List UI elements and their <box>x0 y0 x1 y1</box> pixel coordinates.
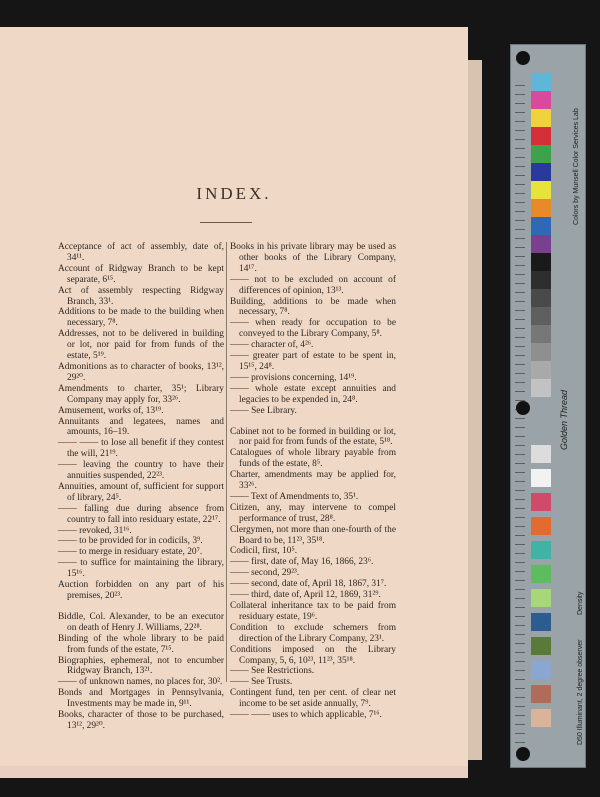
index-entry: Amendments to charter, 35¹; Library Company may apply for, 33²⁶. <box>58 383 224 405</box>
index-entry: —— —— uses to which applicable, 7¹⁶. <box>230 710 382 721</box>
color-swatch <box>531 73 551 91</box>
index-entry: —— greater part of estate to be spent in, 15¹⁵, 24⁸. <box>230 351 396 372</box>
index-entry: —— third, date of, April 12, 1869, 31²⁹. <box>230 590 381 601</box>
index-entry: Contingent fund, ten per cent. of clear net income to be set aside annually, 7⁹. <box>230 688 396 710</box>
index-entry: Charter, amendments may be applied for, 33²⁶. <box>230 470 396 492</box>
index-entry: —— to suffice for maintaining the library, 15¹⁶. <box>58 558 224 580</box>
index-entry: Clergymen, not more than one-fourth of the Board to be, 11²³, 35¹⁸. <box>230 524 396 546</box>
color-swatch <box>531 517 551 535</box>
index-entry: Books in his private library may be used as other books of the Library Company, 14¹⁷. <box>230 242 396 274</box>
index-entry: Account of Ridgway Branch to be kept separate, 6¹⁵. <box>58 263 224 285</box>
page-bottom-strip <box>0 766 468 778</box>
color-swatch <box>531 307 551 325</box>
color-swatch <box>531 589 551 607</box>
color-swatch <box>531 181 551 199</box>
index-entry: Biographies, ephemeral, not to encumber Ridgway Branch, 13²¹. <box>58 655 224 677</box>
punch-hole <box>516 51 530 65</box>
index-entry: —— to merge in residuary estate, 20⁷. <box>58 547 203 558</box>
punch-hole <box>516 747 530 761</box>
index-entry: Cabinet not to be formed in building or lot, nor paid for from funds of the estate, 5¹⁸. <box>230 426 396 448</box>
index-entry: —— to be provided for in codicils, 3⁹. <box>58 536 203 547</box>
color-swatch <box>531 145 551 163</box>
color-swatch <box>531 127 551 145</box>
color-swatch <box>531 565 551 583</box>
index-entry: Acceptance of act of assembly, date of, 34¹¹. <box>58 242 224 263</box>
index-entry: —— when ready for occupation to be conveyed to the Library Company, 5⁸. <box>230 318 396 340</box>
color-swatch <box>531 91 551 109</box>
checker-label-density: Density <box>577 591 584 615</box>
index-entry: Books, character of those to be purchased, 13¹², 29²⁰. <box>58 710 224 731</box>
index-entry: Building, additions to be made when necessary, 7⁸. <box>230 296 396 318</box>
index-entry: —— revoked, 31¹⁶. <box>58 525 132 536</box>
color-swatch <box>531 685 551 703</box>
column-divider <box>226 242 227 682</box>
color-swatch <box>531 271 551 289</box>
checker-logo: Golden Thread <box>559 389 569 450</box>
index-entry: —— character of, 4²⁶. <box>230 340 314 351</box>
color-swatch <box>531 163 551 181</box>
index-entry: —— of unknown names, no places for, 30². <box>58 677 223 688</box>
title-rule <box>200 222 252 223</box>
color-swatch <box>531 343 551 361</box>
index-entry: —— See Restrictions. <box>230 666 315 677</box>
color-swatch <box>531 109 551 127</box>
index-right-column <box>230 242 396 721</box>
index-entry: —— first, date of, May 16, 1866, 23⁶. <box>230 557 374 568</box>
checker-label-bottom: D50 Illuminant, 2 degree observer <box>577 639 584 745</box>
checker-label-top: Colors by Munsell Color Services Lab <box>573 108 580 225</box>
index-entry: Condition to exclude schemers from direction of the Library Company, 23¹. <box>230 622 396 644</box>
index-entry: Collateral inheritance tax to be paid from residuary estate, 19⁶. <box>230 601 396 622</box>
index-entry: —— See Library. <box>230 405 297 416</box>
ruler-ticks <box>515 85 525 745</box>
index-entry: Binding of the whole library to be paid from funds of the estate, 7¹⁵. <box>58 633 224 655</box>
index-entry: Conditions imposed on the Library Company, 5, 6, 10²³, 11²³, 35¹⁸. <box>230 644 396 666</box>
color-swatch <box>531 445 551 463</box>
index-entry: —— whole estate except annuities and legacies to be expended in, 24⁸. <box>230 383 396 405</box>
color-swatch <box>531 217 551 235</box>
index-entry: Addresses, not to be delivered in building or lot, nor paid for from funds of the estate, 5¹⁹. <box>58 329 224 362</box>
color-swatch <box>531 637 551 655</box>
index-entry: Biddle, Col. Alexander, to be an executor on death of Henry J. Williams, 22²⁸. <box>58 611 224 633</box>
index-entry: —— second, date of, April 18, 1867, 31⁷. <box>230 579 387 590</box>
color-swatch <box>531 235 551 253</box>
color-swatch <box>531 379 551 397</box>
index-entry: Act of assembly respecting Ridgway Branch, 33¹. <box>58 285 224 307</box>
index-entry: —— not to be excluded on account of differences of opinion, 13¹³. <box>230 274 396 296</box>
color-checker-target <box>510 44 586 768</box>
index-entry: —— Text of Amendments to, 35¹. <box>230 491 359 502</box>
color-swatch <box>531 253 551 271</box>
color-swatch <box>531 199 551 217</box>
index-entry: Annuitants and legatees, names and amounts, 16–19. <box>58 416 224 438</box>
index-entry: Additions to be made to the building when necessary, 7⁸. <box>58 307 224 329</box>
index-entry: —— falling due during absence from country to fall into residuary estate, 22¹⁷. <box>58 503 224 525</box>
color-swatch <box>531 289 551 307</box>
color-swatch <box>531 325 551 343</box>
index-entry: —— —— to lose all benefit if they contest the will, 21¹⁹. <box>58 438 224 460</box>
index-entry: Amusement, works of, 13¹⁹. <box>58 405 164 416</box>
index-entry: Codicil, first, 10⁵. <box>230 546 298 557</box>
color-swatch <box>531 541 551 559</box>
index-entry: Bonds and Mortgages in Pennsylvania, Investments may be made in, 9¹¹. <box>58 688 224 710</box>
page-title: INDEX. <box>196 184 272 203</box>
color-swatch <box>531 493 551 511</box>
index-entry: Citizen, any, may intervene to compel performance of trust, 28⁸. <box>230 502 396 524</box>
color-swatch <box>531 661 551 679</box>
index-entry: —— second, 29²³. <box>230 568 300 579</box>
index-entry: —— See Trusts. <box>230 677 293 688</box>
index-entry: —— leaving the country to have their annuities suspended, 22²³. <box>58 460 224 482</box>
index-entry: —— provisions concerning, 14¹⁹. <box>230 372 357 383</box>
color-swatch <box>531 361 551 379</box>
punch-hole <box>516 401 530 415</box>
color-swatch <box>531 709 551 727</box>
index-entry: Catalogues of whole library payable from funds of the estate, 8⁵. <box>230 448 396 470</box>
index-entry: Admonitions as to character of books, 13¹², 29²⁰. <box>58 361 224 383</box>
color-swatch <box>531 613 551 631</box>
index-entry: Annuities, amount of, sufficient for support of library, 24⁵. <box>58 481 224 503</box>
color-swatch <box>531 469 551 487</box>
index-left-column <box>58 242 224 732</box>
index-entry: Auction forbidden on any part of his premises, 20²³. <box>58 580 224 601</box>
